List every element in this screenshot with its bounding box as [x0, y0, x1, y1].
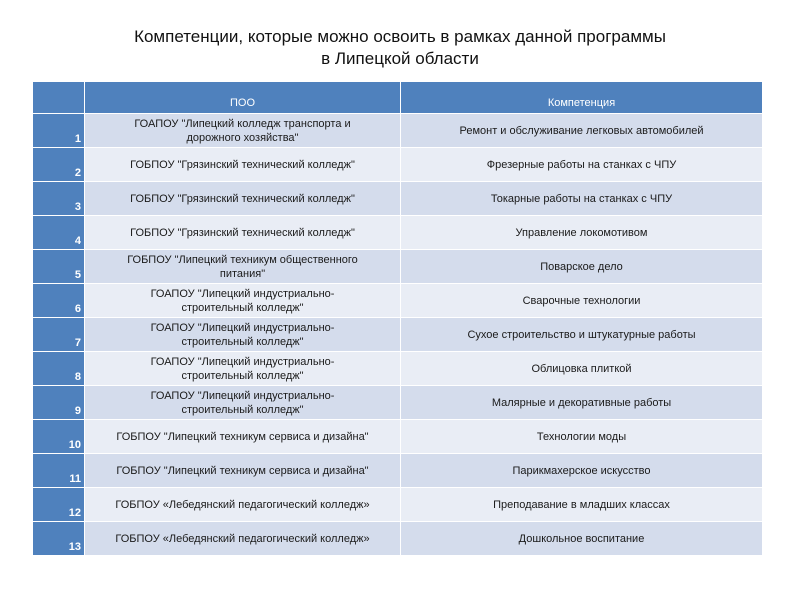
table-row	[33, 488, 763, 522]
table-row	[33, 454, 763, 488]
competence-cell: Сварочные технологии	[401, 284, 763, 318]
poo-line-2: строительный колледж"	[181, 403, 304, 416]
poo-cell	[85, 182, 401, 216]
poo-line-1: ГОАПОУ "Липецкий индустриально-	[150, 355, 335, 368]
table-row	[33, 318, 763, 352]
table-header-row	[33, 82, 763, 114]
slide-title	[0, 26, 800, 70]
poo-line-1: ГОБПОУ "Грязинский технический колледж"	[130, 158, 355, 171]
table-row	[33, 216, 763, 250]
table-row	[33, 420, 763, 454]
competence-cell: Сухое строительство и штукатурные работы	[401, 318, 763, 352]
row-number: 5	[33, 250, 85, 284]
competence-cell: Токарные работы на станках с ЧПУ	[401, 182, 763, 216]
competence-cell: Парикмахерское искусство	[401, 454, 763, 488]
poo-cell	[85, 148, 401, 182]
competence-cell: Фрезерные работы на станках с ЧПУ	[401, 148, 763, 182]
competence-cell: Поварское дело	[401, 250, 763, 284]
table-row	[33, 250, 763, 284]
poo-cell	[85, 284, 401, 318]
table-row	[33, 182, 763, 216]
poo-line-1: ГОАПОУ "Липецкий индустриально-	[150, 389, 335, 402]
poo-line-1: ГОБПОУ "Липецкий техникум сервиса и дизайна"	[116, 430, 369, 443]
competence-cell: Малярные и декоративные работы	[401, 386, 763, 420]
row-number: 10	[33, 420, 85, 454]
poo-cell	[85, 420, 401, 454]
poo-cell	[85, 488, 401, 522]
poo-cell	[85, 114, 401, 148]
poo-cell	[85, 454, 401, 488]
table-row	[33, 114, 763, 148]
poo-line-2: питания"	[219, 267, 266, 280]
row-number: 13	[33, 522, 85, 556]
poo-line-1: ГОБПОУ "Липецкий техникум сервиса и дизайна"	[116, 464, 369, 477]
competence-cell: Преподавание в младших классах	[401, 488, 763, 522]
poo-line-2: строительный колледж"	[181, 335, 304, 348]
table-row	[33, 352, 763, 386]
row-number: 12	[33, 488, 85, 522]
row-number: 7	[33, 318, 85, 352]
poo-line-2: строительный колледж"	[181, 369, 304, 382]
poo-cell	[85, 386, 401, 420]
competence-cell: Облицовка плиткой	[401, 352, 763, 386]
poo-line-1: ГОБПОУ «Лебедянский педагогический колледж»	[115, 532, 370, 545]
poo-line-1: ГОБПОУ "Грязинский технический колледж"	[130, 226, 355, 239]
row-number: 8	[33, 352, 85, 386]
header-competence: Компетенция	[401, 82, 763, 114]
poo-line-1: ГОАПОУ "Липецкий колледж транспорта и	[134, 117, 351, 130]
row-number: 4	[33, 216, 85, 250]
title-line-1: Компетенции, которые можно освоить в рамках данной программы	[134, 27, 666, 46]
table-row	[33, 148, 763, 182]
competence-cell: Технологии моды	[401, 420, 763, 454]
row-number: 6	[33, 284, 85, 318]
poo-line-1: ГОБПОУ "Грязинский технический колледж"	[130, 192, 355, 205]
poo-line-1: ГОАПОУ "Липецкий индустриально-	[150, 321, 335, 334]
poo-cell	[85, 250, 401, 284]
row-number: 11	[33, 454, 85, 488]
poo-line-2: строительный колледж"	[181, 301, 304, 314]
poo-cell	[85, 318, 401, 352]
competence-cell: Управление локомотивом	[401, 216, 763, 250]
poo-cell	[85, 352, 401, 386]
poo-line-1: ГОАПОУ "Липецкий индустриально-	[150, 287, 335, 300]
poo-line-2: дорожного хозяйства"	[186, 131, 299, 144]
header-num	[33, 82, 85, 114]
title-line-2: в Липецкой области	[321, 49, 479, 68]
row-number: 2	[33, 148, 85, 182]
table-row	[33, 386, 763, 420]
competence-table	[32, 81, 763, 556]
competence-cell: Дошкольное воспитание	[401, 522, 763, 556]
table-row	[33, 522, 763, 556]
table-row	[33, 284, 763, 318]
row-number: 3	[33, 182, 85, 216]
row-number: 9	[33, 386, 85, 420]
poo-cell	[85, 522, 401, 556]
competence-cell: Ремонт и обслуживание легковых автомобилей	[401, 114, 763, 148]
table-body	[33, 114, 763, 556]
row-number: 1	[33, 114, 85, 148]
poo-line-1: ГОБПОУ «Лебедянский педагогический колледж»	[115, 498, 370, 511]
poo-cell	[85, 216, 401, 250]
poo-line-1: ГОБПОУ "Липецкий техникум общественного	[127, 253, 358, 266]
header-poo: ПОО	[85, 82, 401, 114]
